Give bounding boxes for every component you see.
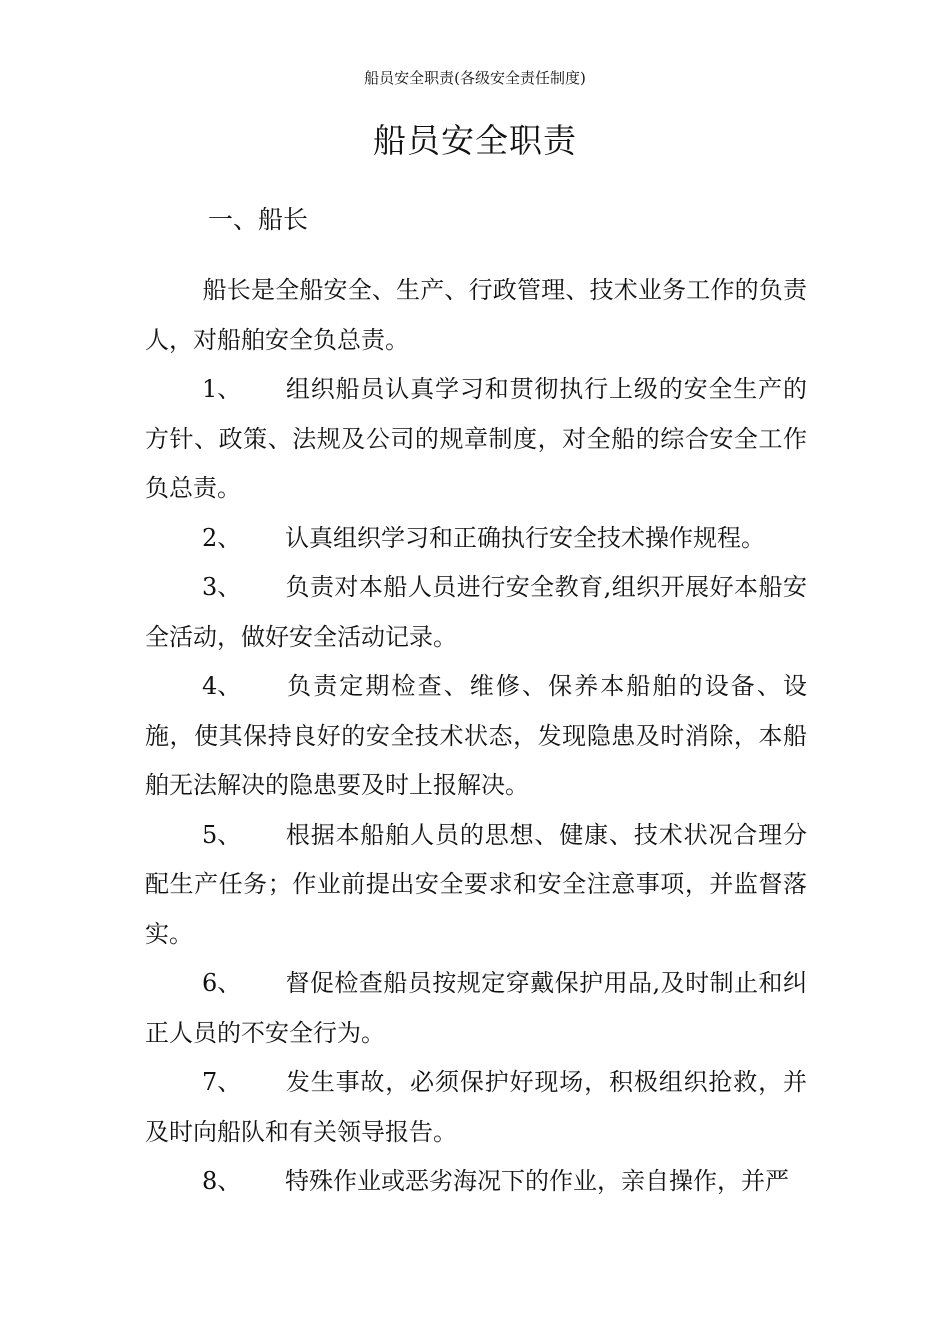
item-number: 2、 <box>202 523 242 552</box>
item-number: 8、 <box>202 1167 242 1195</box>
list-item <box>145 1157 807 1207</box>
body-text <box>145 266 807 1207</box>
list-item <box>145 514 807 564</box>
item-number: 1、 <box>202 375 242 403</box>
item-text: 负责对本船人员进行安全教育,组织开展好本船安全活动，做好安全活动记录。 <box>145 573 807 651</box>
item-text: 督促检查船员按规定穿戴保护用品,及时制止和纠正人员的不安全行为。 <box>145 969 807 1047</box>
item-text: 负责定期检查、维修、保养本船舶的设备、设施，使其保持良好的安全技术状态，发现隐患及时消除，本船舶无法解决的隐患要及时上报解决。 <box>145 672 807 799</box>
item-number: 3、 <box>202 573 242 601</box>
item-text: 组织船员认真学习和贯彻执行上级的安全生产的方针、政策、法规及公司的规章制度，对全船的综合安全工作负总责。 <box>145 375 807 502</box>
item-text: 认真组织学习和正确执行安全技术操作规程。 <box>285 523 765 552</box>
running-header: 船员安全职责(各级安全责任制度) <box>364 69 586 87</box>
section-heading: 一、船长 <box>208 205 309 234</box>
item-text: 发生事故，必须保护好现场，积极组织抢救，并及时向船队和有关领导报告。 <box>145 1068 807 1146</box>
list-item <box>145 1058 807 1157</box>
list-item <box>145 662 807 811</box>
document-title: 船员安全职责 <box>373 121 577 160</box>
intro-paragraph: 船长是全船安全、生产、行政管理、技术业务工作的负责人，对船舶安全负总责。 <box>145 276 807 354</box>
item-text: 特殊作业或恶劣海况下的作业，亲自操作，并严 <box>285 1167 789 1195</box>
list-item <box>145 959 807 1058</box>
item-number: 4、 <box>202 672 242 700</box>
item-number: 5、 <box>202 820 242 849</box>
item-text: 根据本船舶人员的思想、健康、技术状况合理分配生产任务；作业前提出安全要求和安全注意事项，并监督落实。 <box>145 820 807 948</box>
item-number: 6、 <box>202 969 242 997</box>
list-item <box>145 563 807 662</box>
list-item <box>145 365 807 514</box>
item-number: 7、 <box>202 1068 242 1096</box>
list-item <box>145 811 807 960</box>
